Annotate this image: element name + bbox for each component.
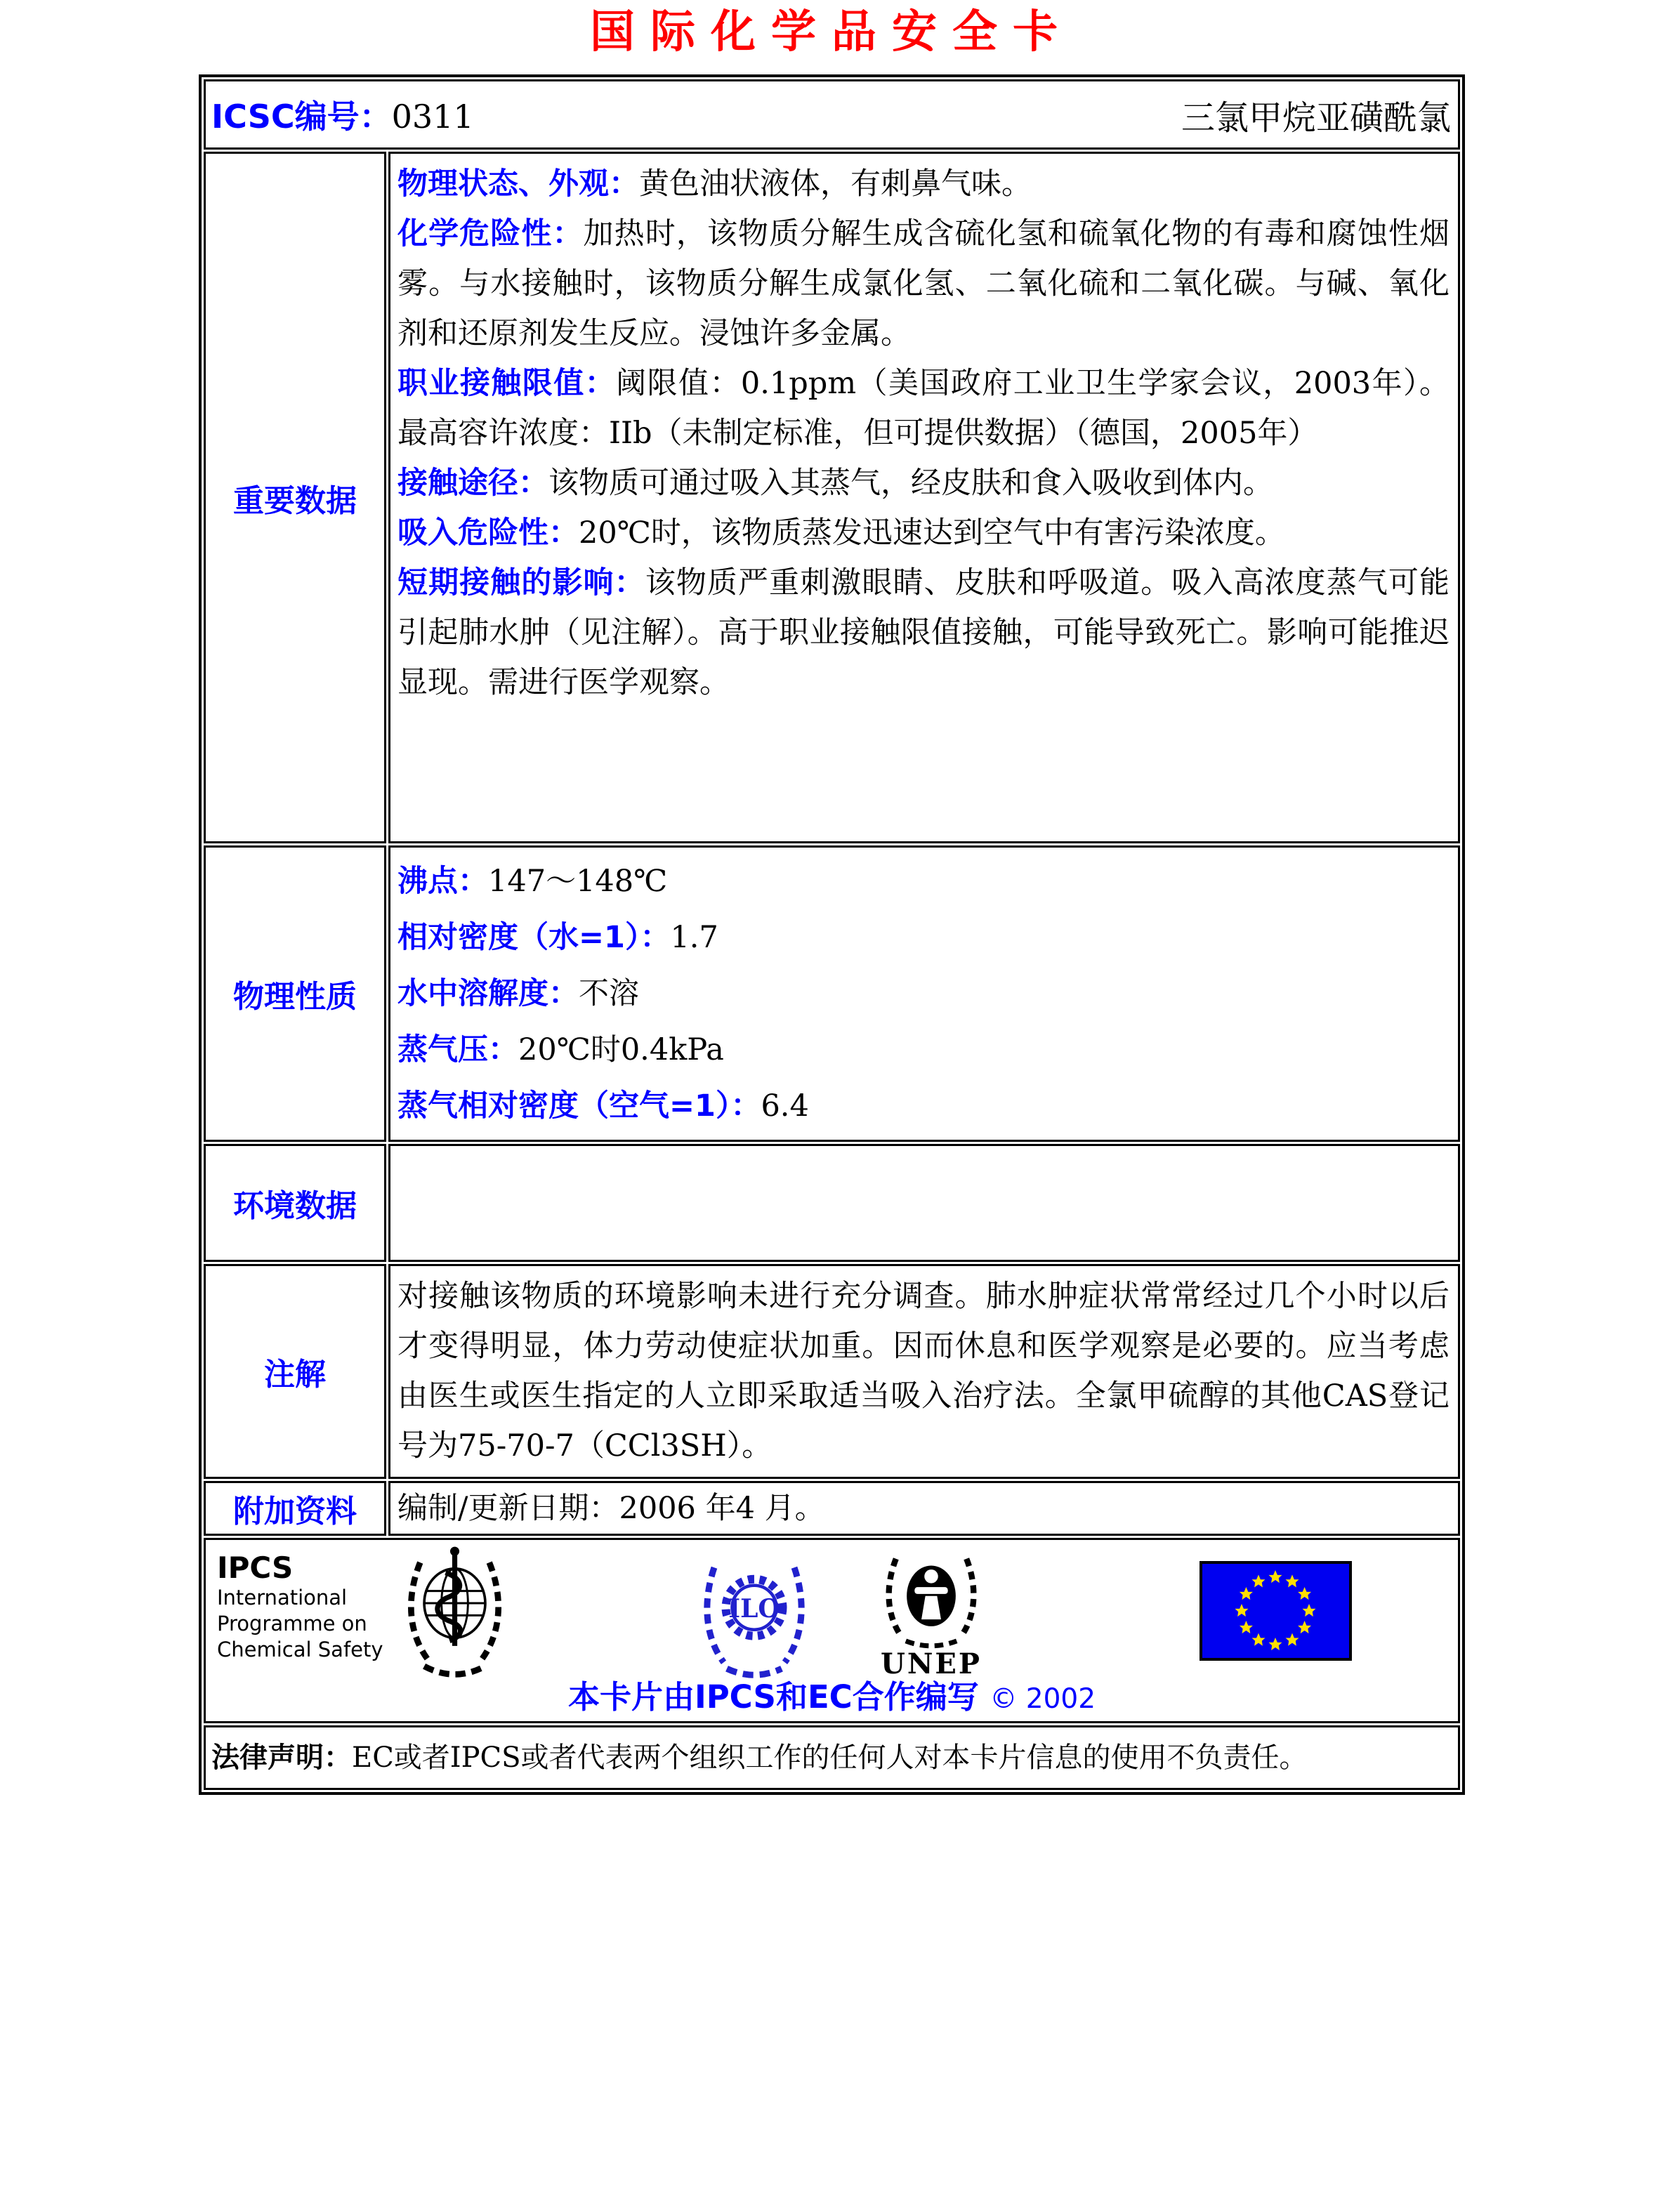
field-label: 吸入危险性： (397, 515, 579, 551)
ipcs-acronym: IPCS (217, 1551, 294, 1585)
important-data-row-label: 重要数据 (204, 152, 386, 843)
physical-item (397, 1022, 1450, 1078)
icsc-number-label: ICSC编号： (211, 98, 392, 136)
field-text: 20℃时，该物质蒸发迅速达到空气中有害污染浓度。 (579, 515, 1285, 551)
chemical-name: 三氯甲烷亚磺酰氯 (1181, 98, 1451, 138)
additional-info-row (204, 1481, 1460, 1536)
icsc-number-value: 0311 (391, 98, 474, 136)
logos-cell (204, 1538, 1460, 1723)
additional-info-content (388, 1481, 1460, 1536)
environmental-data-row (204, 1144, 1460, 1262)
physical-item (397, 909, 1450, 966)
notes-row (204, 1264, 1460, 1479)
legal-cell (204, 1725, 1460, 1790)
legal-text: EC或者IPCS或者代表两个组织工作的任何人对本卡片信息的使用不负责任。 (352, 1742, 1308, 1774)
important-data-row (204, 152, 1460, 843)
field-label: 水中溶解度： (397, 976, 579, 1011)
important-item (397, 359, 1450, 459)
field-text: 该物质可通过吸入其蒸气，经皮肤和食入吸收到体内。 (548, 466, 1273, 501)
field-text: 6.4 (761, 1088, 809, 1124)
logos-row (204, 1538, 1460, 1723)
field-text: 该物质严重刺激眼睛、皮肤和呼吸道。吸入高浓度蒸气可能引起肺水肿（见注解）。高于职业接触限值接触，可能导致死亡。影响可能推迟显现。需进行医学观察。 (397, 565, 1450, 700)
physical-item (397, 1078, 1450, 1134)
environmental-data-content (388, 1144, 1460, 1262)
physical-properties-content (388, 845, 1460, 1142)
legal-row (204, 1725, 1460, 1790)
caption-text: 本卡片由IPCS和EC合作编写 (567, 1678, 979, 1716)
ilo-letters: ILO (728, 1593, 780, 1624)
environmental-data-row-label: 环境数据 (204, 1144, 386, 1262)
field-label: 接触途径： (397, 466, 548, 501)
eu-flag-icon (1199, 1561, 1352, 1664)
unep-logo-icon (879, 1547, 984, 1678)
icsc-number-group (211, 91, 474, 138)
additional-info-row-label: 附加资料 (204, 1481, 386, 1536)
icsc-header-row (204, 79, 1460, 150)
field-text: 阈限值：0.1ppm（美国政府工业卫生学家会议，2003年）。最高容许浓度：IIb（未制定标准，但可提供数据）（德国，2005年） (397, 366, 1450, 451)
ipcs-line1: International (217, 1586, 348, 1609)
field-text: 不溶 (579, 976, 639, 1011)
notes-content (388, 1264, 1460, 1479)
important-item (397, 159, 1450, 209)
field-text: 20℃时0.4kPa (518, 1032, 724, 1067)
physical-properties-row-label: 物理性质 (204, 845, 386, 1142)
page-title: 国际化学品安全卡 (590, 6, 1073, 58)
ipcs-line3: Chemical Safety (217, 1638, 383, 1661)
field-label: 物理状态、外观： (397, 166, 639, 202)
important-item (397, 558, 1450, 708)
unep-label: UNEP (880, 1647, 982, 1680)
important-item (397, 209, 1450, 359)
field-label: 职业接触限值： (397, 366, 617, 401)
notes-text: 对接触该物质的环境影响未进行充分调查。肺水肿症状常常经过几个小时以后才变得明显，体力劳动使症状加重。因而休息和医学观察是必要的。应当考虑由医生或医生指定的人立即采取适当吸入治疗法。全氯甲硫醇的其他CAS登记号为75-70-7（CCl3SH）。 (397, 1279, 1450, 1463)
ipcs-text-block (217, 1551, 383, 1663)
legal-statement (211, 1739, 1308, 1776)
icsc-header-cell (204, 79, 1460, 150)
field-text: 黄色油状液体，有刺鼻气味。 (639, 166, 1032, 202)
important-item (397, 459, 1450, 508)
physical-item (397, 853, 1450, 909)
field-text: 147～148℃ (488, 864, 668, 899)
field-text: 加热时，该物质分解生成含硫化氢和硫氧化物的有毒和腐蚀性烟雾。与水接触时，该物质分解生成氯化氢、二氧化硫和二氧化碳。与碱、氧化剂和还原剂发生反应。浸蚀许多金属。 (397, 216, 1450, 351)
field-text: 1.7 (670, 920, 718, 955)
ipcs-line2: Programme on (217, 1612, 367, 1635)
field-label: 蒸气相对密度（空气=1）： (397, 1088, 761, 1124)
important-item (397, 508, 1450, 558)
logos-caption (206, 1671, 1458, 1717)
field-label: 沸点： (397, 864, 488, 899)
legal-label: 法律声明： (211, 1742, 352, 1774)
additional-info-text: 编制/更新日期：2006 年4 月。 (397, 1491, 825, 1526)
notes-row-label: 注解 (204, 1264, 386, 1479)
important-data-content (388, 152, 1460, 843)
ilo-logo-icon (702, 1553, 807, 1685)
field-label: 短期接触的影响： (397, 565, 645, 600)
icsc-card-table (199, 74, 1465, 1795)
field-label: 化学危险性： (397, 216, 584, 251)
copyright-text: © 2002 (990, 1683, 1096, 1715)
field-label: 蒸气压： (397, 1032, 518, 1067)
physical-item (397, 966, 1450, 1022)
field-label: 相对密度（水=1）： (397, 920, 671, 955)
physical-properties-row (204, 845, 1460, 1142)
